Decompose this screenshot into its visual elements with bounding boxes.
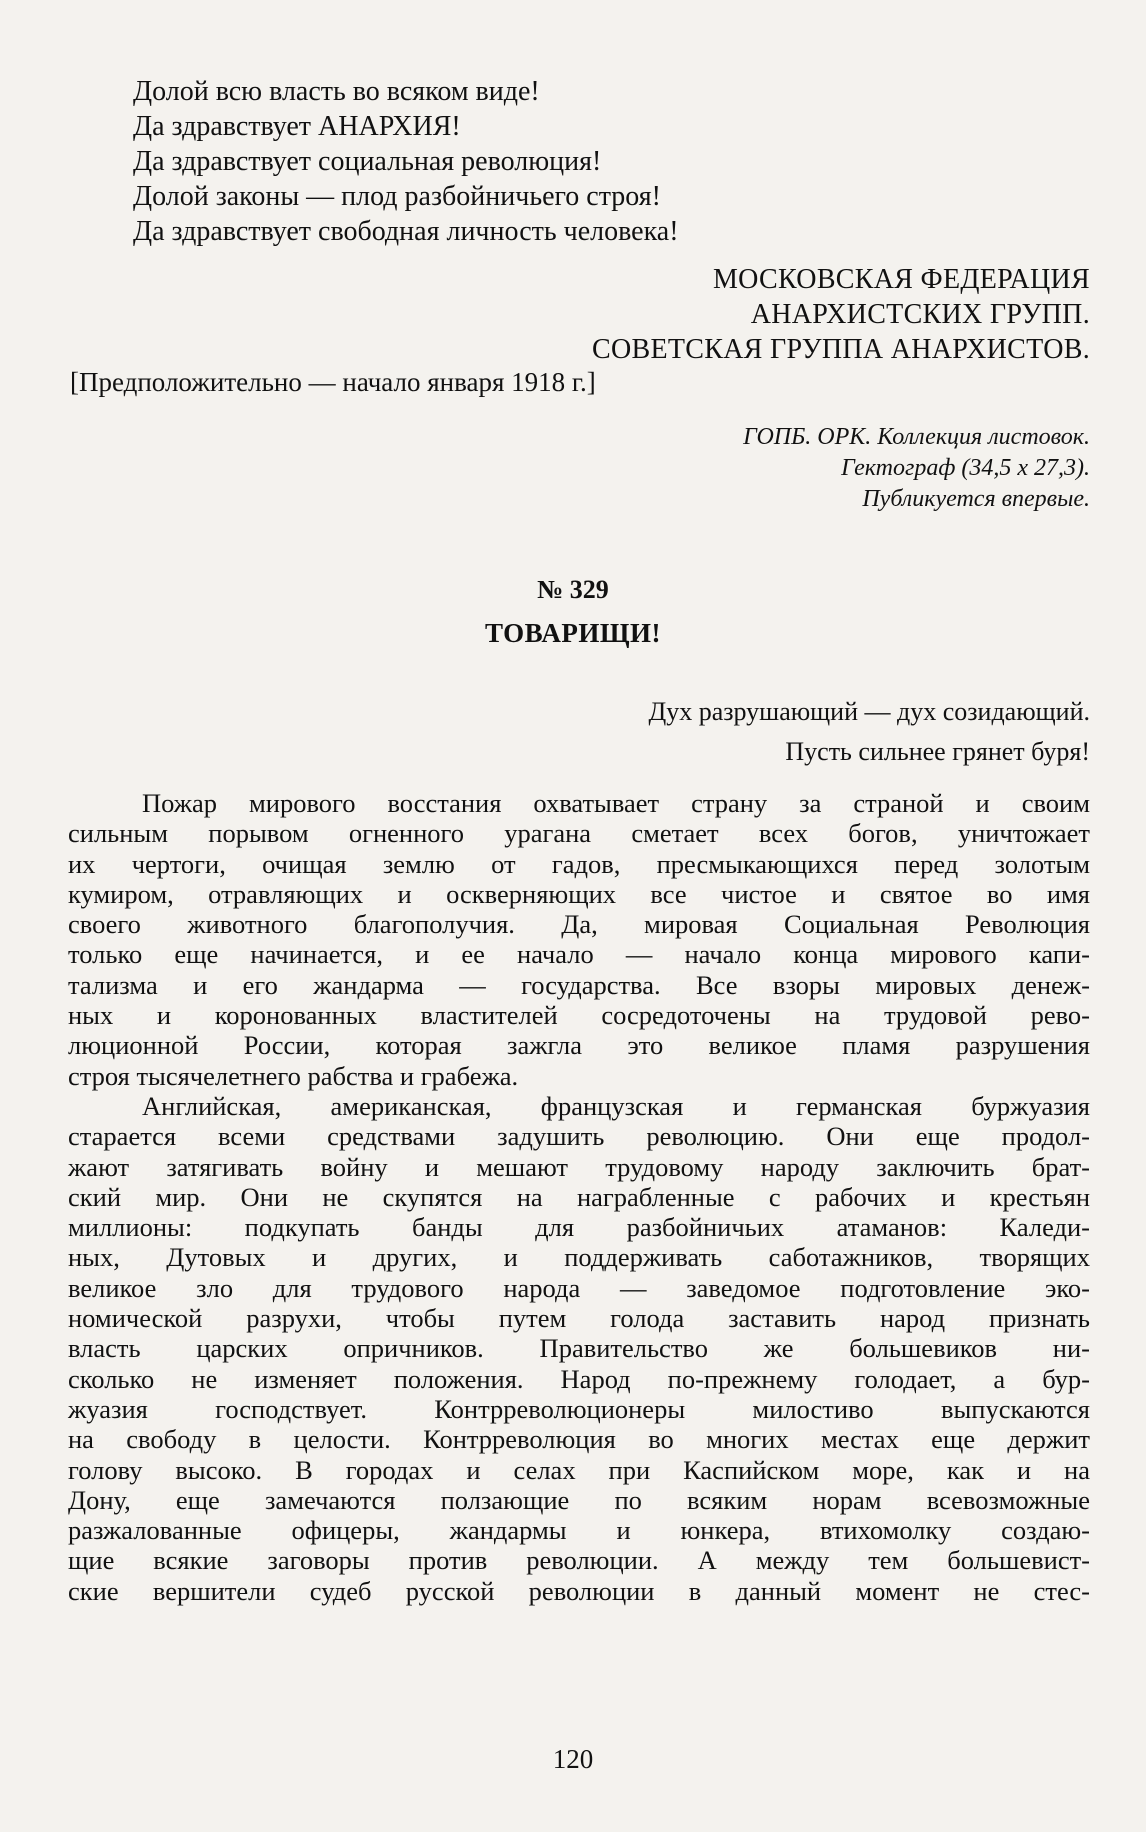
body-line: ский мир. Они не скупятся на награбленные с рабочих и крестьян [68,1181,1090,1212]
body-line: на свободу в целости. Контрреволюция во многих местах еще держит [68,1424,1090,1455]
body-text [68,788,1090,1606]
body-line: ных и коронованных властителей сосредоточены на трудовой рево- [68,1000,1090,1031]
document-title: ТОВАРИЩИ! [484,618,662,648]
epigraph [648,692,1090,772]
body-line: их чертоги, очищая землю от гадов, пресмыкающихся перед золотым [68,848,1090,879]
body-line: кумиром, отравляющих и оскверняющих все чистое и святое во имя [68,878,1090,909]
body-line: миллионы: подкупать банды для разбойничьих атаманов: Каледи- [68,1212,1090,1243]
body-line: ных, Дутовых и других, и поддерживать саботажников, творящих [68,1242,1090,1273]
body-line: жают затягивать войну и мешают трудовому народу заключить брат- [68,1151,1090,1182]
body-line: своего животного благополучия. Да, мировая Социальная Революция [68,909,1090,940]
signature-line: АНАРХИСТСКИХ ГРУПП. [750,299,1090,330]
slogan-line: Долой всю власть во всяком виде! [133,76,540,107]
source-line: Гектограф (34,5 х 27,3). [841,455,1090,481]
epigraph-line: Пусть сильнее грянет буря! [785,737,1090,766]
signature-line: МОСКОВСКАЯ ФЕДЕРАЦИЯ [712,264,1090,295]
slogan-line: Да здравствует свободная личность человека! [133,216,679,247]
body-line: только еще начинается, и ее начало — начало конца мирового капи- [68,939,1090,970]
body-line: Дону, еще замечаются ползающие по всяким норам всевозможные [68,1484,1090,1515]
body-line: Пожар мирового восстания охватывает страну за страной и своим [142,788,1090,818]
body-line: Английская, американская, французская и германская буржуазия [142,1090,1090,1121]
body-line: власть царских опричников. Правительство же большевиков ни- [68,1333,1090,1364]
body-line: люционной России, которая зажгла это великое пламя разрушения [68,1030,1090,1061]
body-line: сильным порывом огненного урагана сметает всех богов, уничтожает [68,818,1090,849]
body-line: ские вершители судеб русской революции в данный момент не стес- [68,1575,1090,1606]
slogan-line: Долой законы — плод разбойничьего строя! [133,181,661,212]
body-line: великое зло для трудового народа — заведомое подготовление эко- [68,1272,1090,1303]
body-line: сколько не изменяет положения. Народ по-прежнему голодает, а бур- [68,1363,1090,1394]
body-line: старается всеми средствами задушить революцию. Они еще продол- [68,1121,1090,1152]
signature-line: СОВЕТСКАЯ ГРУППА АНАРХИСТОВ. [592,334,1090,365]
signature-block [592,262,1090,367]
body-line: щие всякие заговоры против революции. А между тем большевист- [68,1545,1090,1576]
slogans-block [133,74,679,249]
body-line: строя тысячелетнего рабства и грабежа. [68,1060,519,1091]
body-line: тализма и его жандарма — государства. Все взоры мировых денеж- [68,969,1090,1000]
epigraph-line: Дух разрушающий — дух созидающий. [648,697,1090,726]
slogan-line: Да здравствует АНАРХИЯ! [133,111,461,142]
body-line: жуазия господствует. Контрреволюционеры милостиво выпускаются [68,1393,1090,1424]
document-number: № 329 [537,575,609,604]
source-line: ГОПБ. ОРК. Коллекция листовок. [743,424,1090,450]
body-line: разжалованные офицеры, жандармы и юнкера, втихомолку создаю- [68,1515,1090,1546]
source-note [743,422,1090,515]
body-line: номической разрухи, чтобы путем голода заставить народ признать [68,1303,1090,1334]
page-number: 120 [552,1744,594,1774]
dateline: [Предположительно — начало января 1918 г.] [70,367,596,397]
source-line: Публикуется впервые. [862,486,1090,512]
body-line: голову высоко. В городах и селах при Каспийском море, как и на [68,1454,1090,1485]
slogan-line: Да здравствует социальная революция! [133,146,602,177]
